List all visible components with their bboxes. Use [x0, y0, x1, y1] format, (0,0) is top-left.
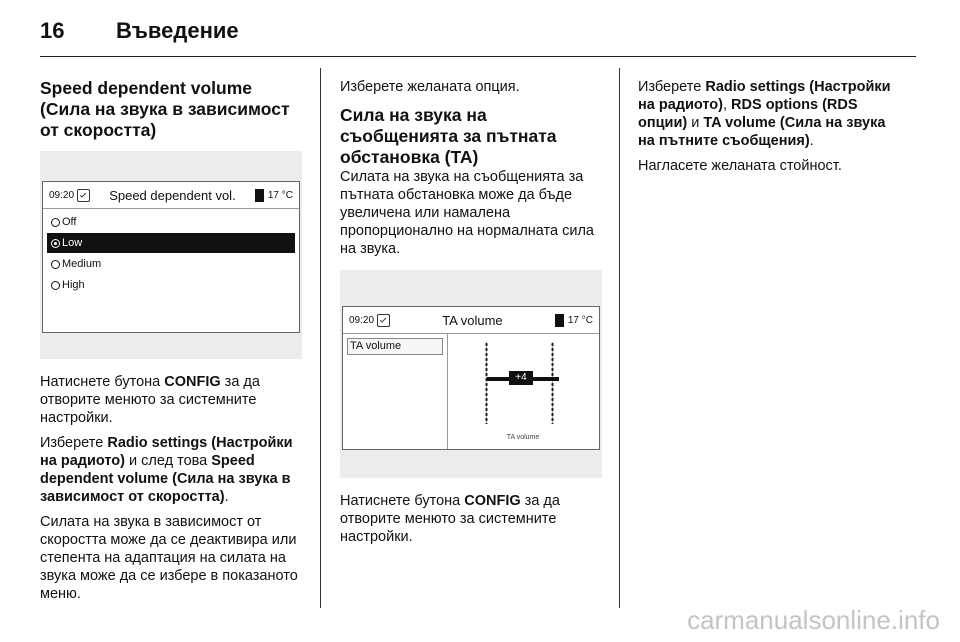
watermark: carmanualsonline.info — [687, 605, 940, 635]
section-heading: Speed dependent volume (Сила на звука в зависимост от скоростта) — [40, 78, 290, 140]
status-bar — [343, 307, 599, 334]
ta-volume-slider-area — [447, 334, 599, 449]
slider-caption: TA volume — [506, 434, 540, 441]
scale-dots-left — [485, 342, 488, 424]
clock-icon — [77, 189, 90, 202]
paragraph: Изберете Radio settings (Настройки на радиото) и след това Speed dependent volume (Сила на звука в зависимост от скоростта). — [40, 435, 293, 505]
paragraph: Натиснете бутона CONFIG за да отворите менюто за системните настройки. — [340, 493, 560, 545]
page-number: 16 — [40, 18, 65, 43]
column-divider — [619, 68, 620, 608]
status-bar — [43, 182, 299, 209]
option-off[interactable]: Off — [47, 212, 295, 232]
paragraph: Изберете желаната опция. — [340, 79, 520, 95]
display-screen — [342, 306, 600, 450]
section-heading: Сила на звука на съобщенията за пътната обстановка (TA) — [340, 105, 557, 167]
column-1 — [40, 78, 306, 610]
option-low[interactable]: Low — [47, 233, 295, 253]
screen-title: TA volume — [442, 312, 503, 328]
clock-time: 09:20 — [349, 314, 375, 326]
paragraph: Натиснете бутона CONFIG за да отворите менюто за системните настройки. — [40, 374, 260, 426]
paragraph: Изберете Radio settings (Настройки на радиото), RDS options (RDS опции) и TA volume (Сила на звука на пътните съобщения). — [638, 79, 891, 149]
speed-volume-screen-figure — [40, 151, 302, 359]
page-header — [40, 18, 239, 48]
option-list — [43, 209, 299, 295]
column-divider — [320, 68, 321, 608]
clock-time: 09:20 — [49, 189, 75, 201]
radio-icon — [51, 218, 60, 227]
column-2 — [340, 78, 606, 553]
clock-icon — [377, 314, 390, 327]
paragraph: Нагласете желаната стойност. — [638, 158, 842, 174]
radio-icon — [51, 281, 60, 290]
ta-volume-menu-item[interactable]: TA volume — [347, 338, 443, 355]
column-3 — [638, 78, 906, 182]
temperature: 17 °C — [267, 189, 293, 201]
header-divider — [40, 56, 916, 57]
paragraph: Силата на звука на съобщенията за пътната обстановка може да бъде увеличена или намалена пропорционално на нормалната сила на звука. — [340, 169, 594, 257]
page-title: Въведение — [116, 18, 239, 43]
temperature: 17 °C — [567, 314, 593, 326]
option-medium[interactable]: Medium — [47, 254, 295, 274]
radio-selected-icon — [51, 239, 60, 248]
ta-volume-screen-figure — [340, 270, 602, 478]
radio-icon — [51, 260, 60, 269]
screen-title: Speed dependent vol. — [109, 187, 236, 203]
display-screen — [42, 181, 300, 333]
ta-menu — [343, 334, 448, 449]
thermometer-icon — [555, 314, 564, 327]
option-high[interactable]: High — [47, 275, 295, 295]
thermometer-icon — [255, 189, 264, 202]
scale-dots-right — [551, 342, 554, 424]
volume-slider-value[interactable]: +4 — [509, 371, 533, 385]
paragraph: Силата на звука в зависимост от скоростта може да се деактивира или степента на адаптация на силата на звука може да се избере в показаното меню. — [40, 514, 298, 602]
